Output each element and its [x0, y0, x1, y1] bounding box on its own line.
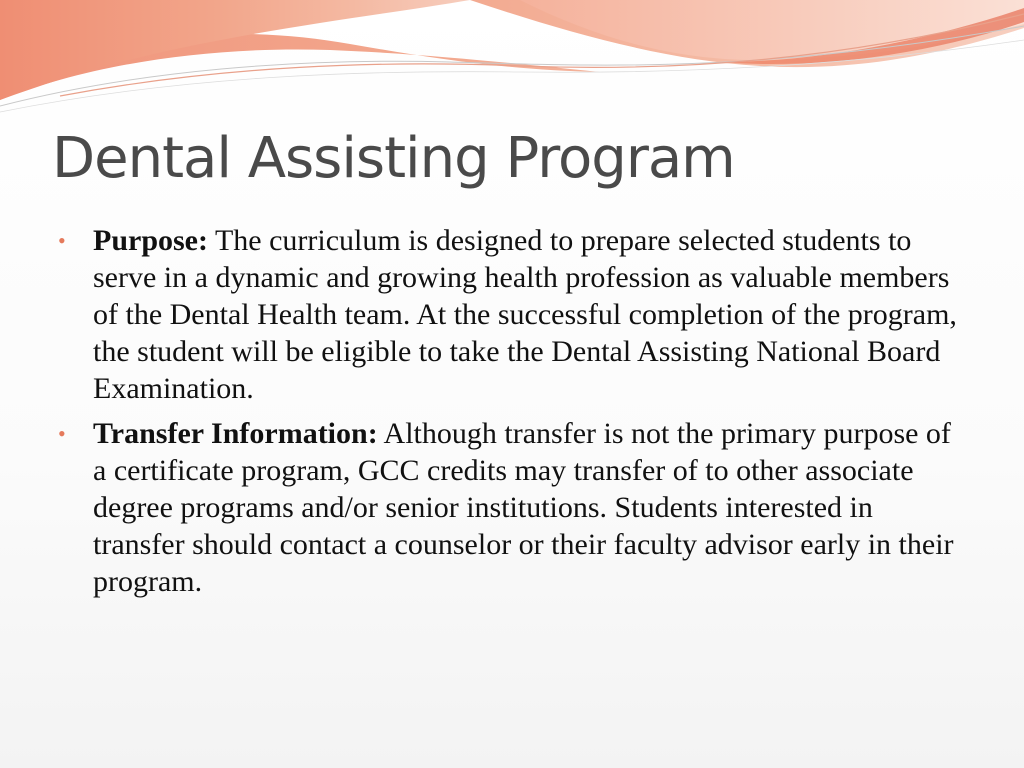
bullet-text: Although transfer is not the primary purpose of a certificate program, GCC credits may transfer of to other associate degree programs and/or senior institutions. Students interested in transfer should contact a counselor or their faculty advisor early in their program.	[93, 417, 954, 598]
slide-title: Dental Assisting Program	[52, 126, 735, 191]
bullet-icon: •	[58, 421, 66, 446]
header-swoosh-decoration	[0, 0, 1024, 120]
bullet-list	[58, 222, 968, 608]
bullet-text: The curriculum is designed to prepare selected students to serve in a dynamic and growing health profession as valuable members of the Dental Health team. At the successful completion of the program, the student will be eligible to take the Dental Assisting National Board Examination.	[93, 224, 957, 405]
bullet-label: Purpose:	[93, 224, 208, 257]
swoosh-light-band	[520, 0, 1024, 60]
bullet-icon: •	[58, 228, 66, 253]
bullet-label: Transfer Information:	[93, 417, 378, 450]
bullet-item-transfer-information	[58, 415, 968, 600]
bullet-item-purpose	[58, 222, 968, 407]
